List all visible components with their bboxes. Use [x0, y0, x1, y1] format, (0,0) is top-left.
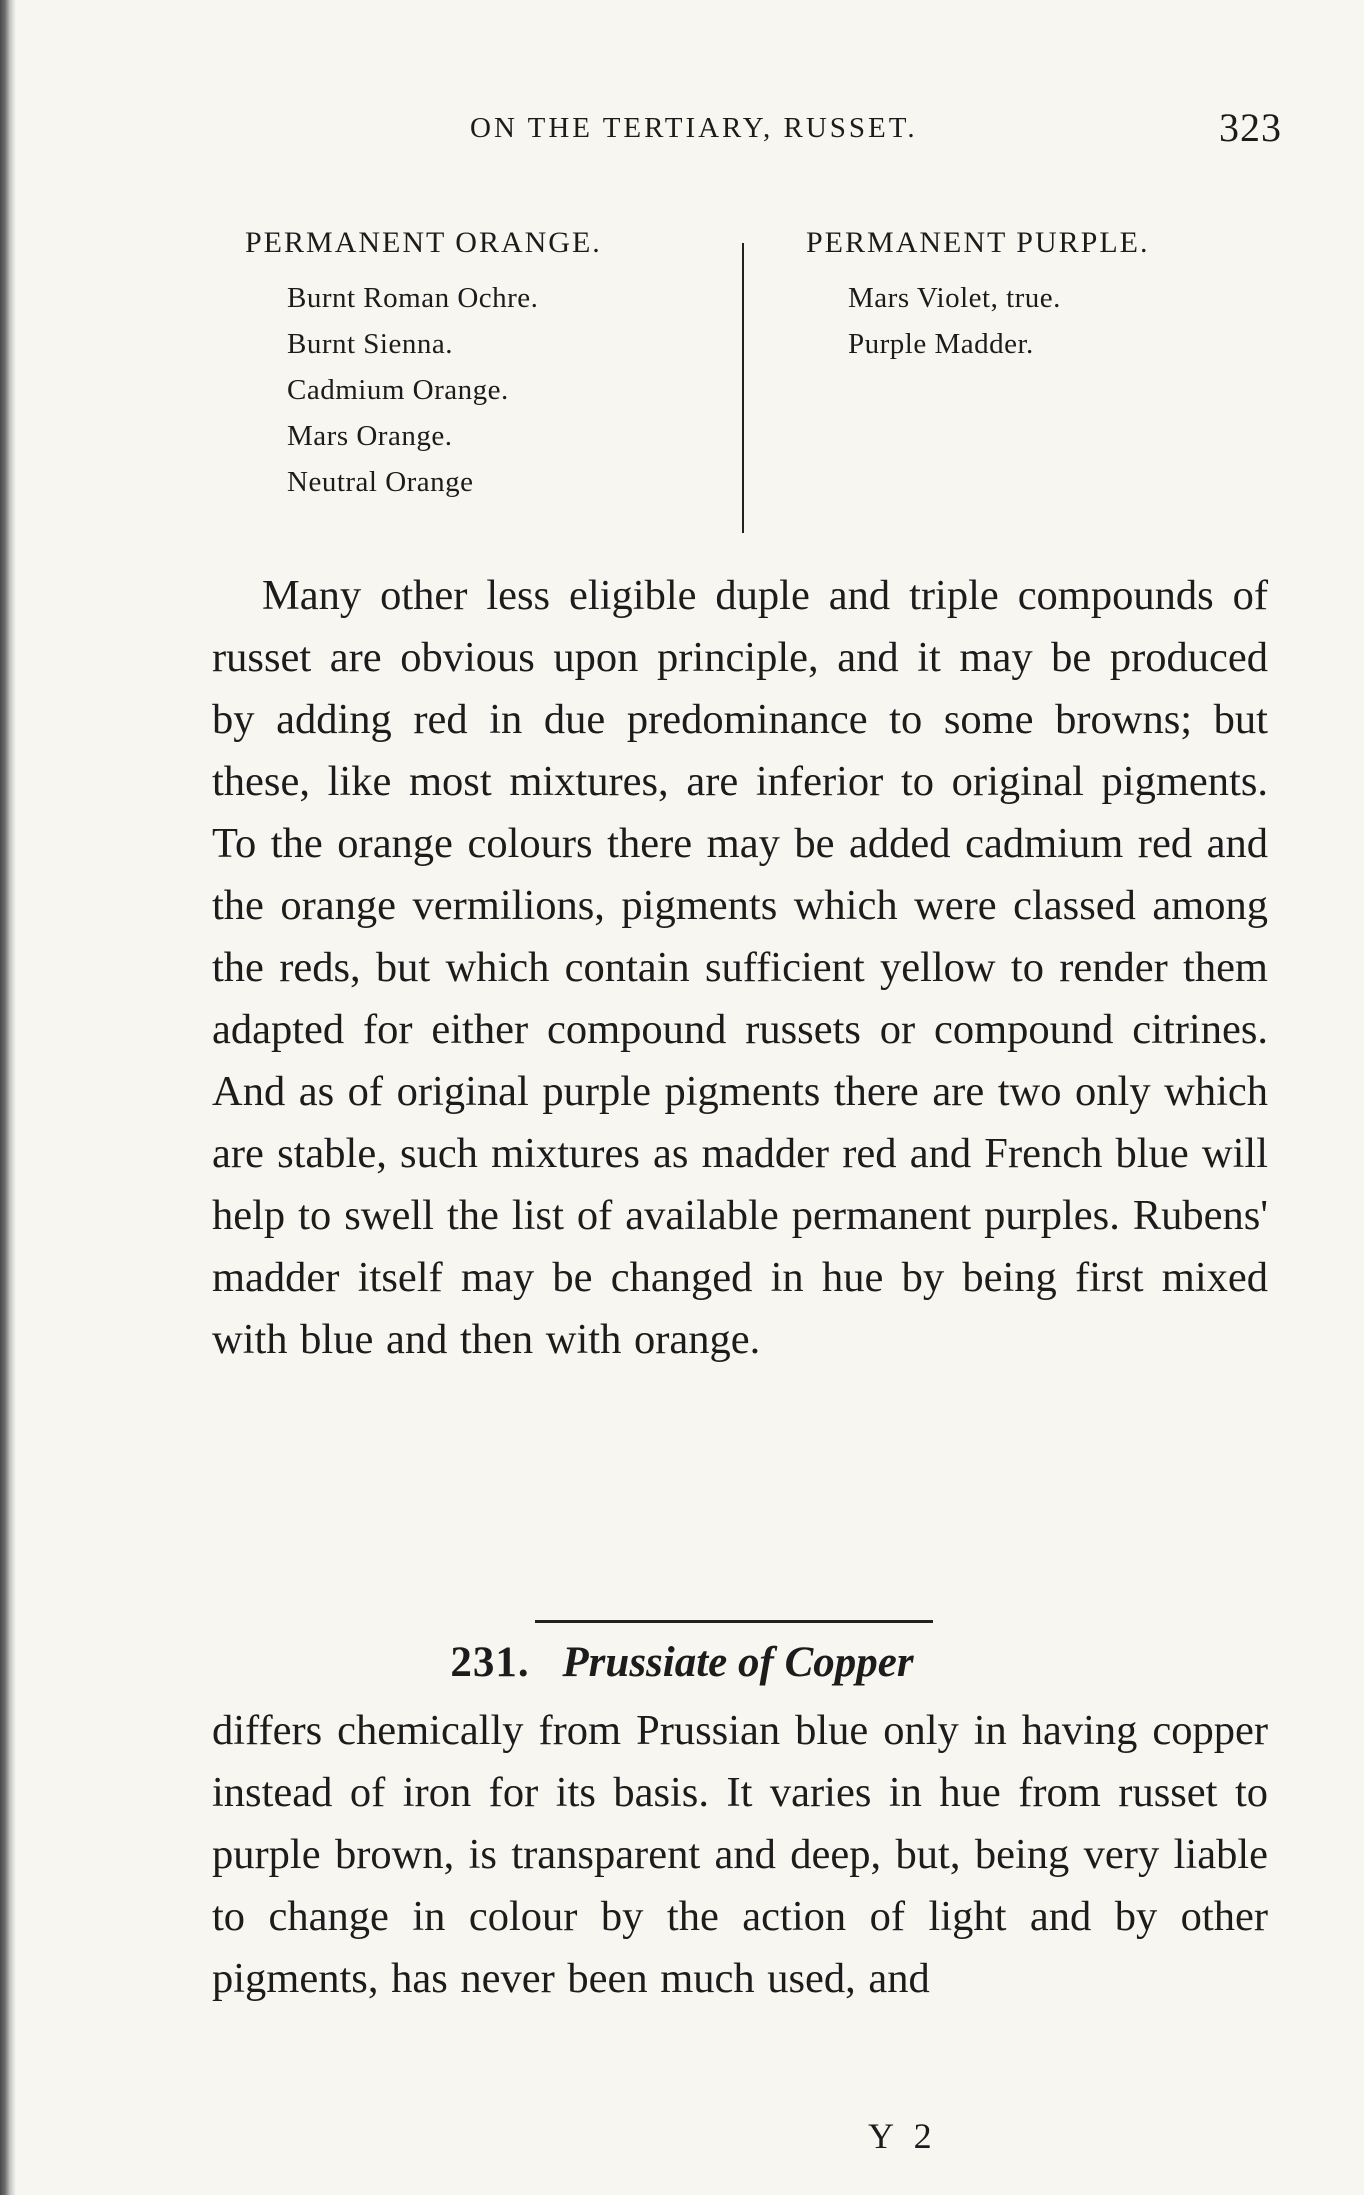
permanent-purple-list	[806, 225, 1326, 367]
list-item: Neutral Orange	[287, 466, 474, 498]
pigment-lists	[0, 225, 1364, 530]
list-items	[245, 275, 745, 505]
signature-mark: Y 2	[868, 2116, 938, 2156]
list-item: Mars Orange.	[287, 420, 453, 452]
list-items	[806, 275, 1326, 367]
body-paragraph: differs chemically from Prussian blue only in having copper instead of iron for its basis. It varies in hue from russet to purple brown, is transparent and deep, but, being very liable to change in colour by the action of light and by other pigments, has never been much used, and	[212, 1707, 1268, 2002]
list-item: Burnt Roman Ochre.	[287, 282, 539, 314]
permanent-orange-list	[245, 225, 745, 505]
list-heading: PERMANENT PURPLE.	[806, 226, 1150, 259]
list-heading: PERMANENT ORANGE.	[245, 226, 602, 259]
body-paragraph: Many other less eligible duple and triple compounds of russet are obvious upon principle, and it may be produced by adding red in due predominance to some browns; but these, like most mixtures, are inferior to original pigments. To the orange colours there may be added cadmium red and the orange vermilions, pigments which were classed among the reds, but which contain sufficient yellow to render them adapted for either compound russets or compound citrines. And as of original purple pigments there are two only which are stable, such mixtures as madder red and French blue will help to swell the list of available permanent purples. Rubens' madder itself may be changed in hue by being first mixed with blue and then with orange.	[212, 572, 1268, 1363]
section-divider	[535, 1620, 933, 1623]
list-item: Mars Violet, true.	[848, 282, 1061, 314]
list-item: Cadmium Orange.	[287, 374, 509, 406]
section-heading	[0, 1633, 1364, 1693]
running-head: ON THE TERTIARY, RUSSET.	[470, 112, 918, 144]
list-item: Purple Madder.	[848, 328, 1034, 360]
list-item: Burnt Sienna.	[287, 328, 453, 360]
section-title: Prussiate of Copper	[562, 1639, 914, 1686]
column-divider	[742, 243, 744, 533]
page-header	[0, 105, 1364, 172]
section-number: 231.	[450, 1639, 530, 1686]
page-number: 323	[1219, 105, 1282, 150]
